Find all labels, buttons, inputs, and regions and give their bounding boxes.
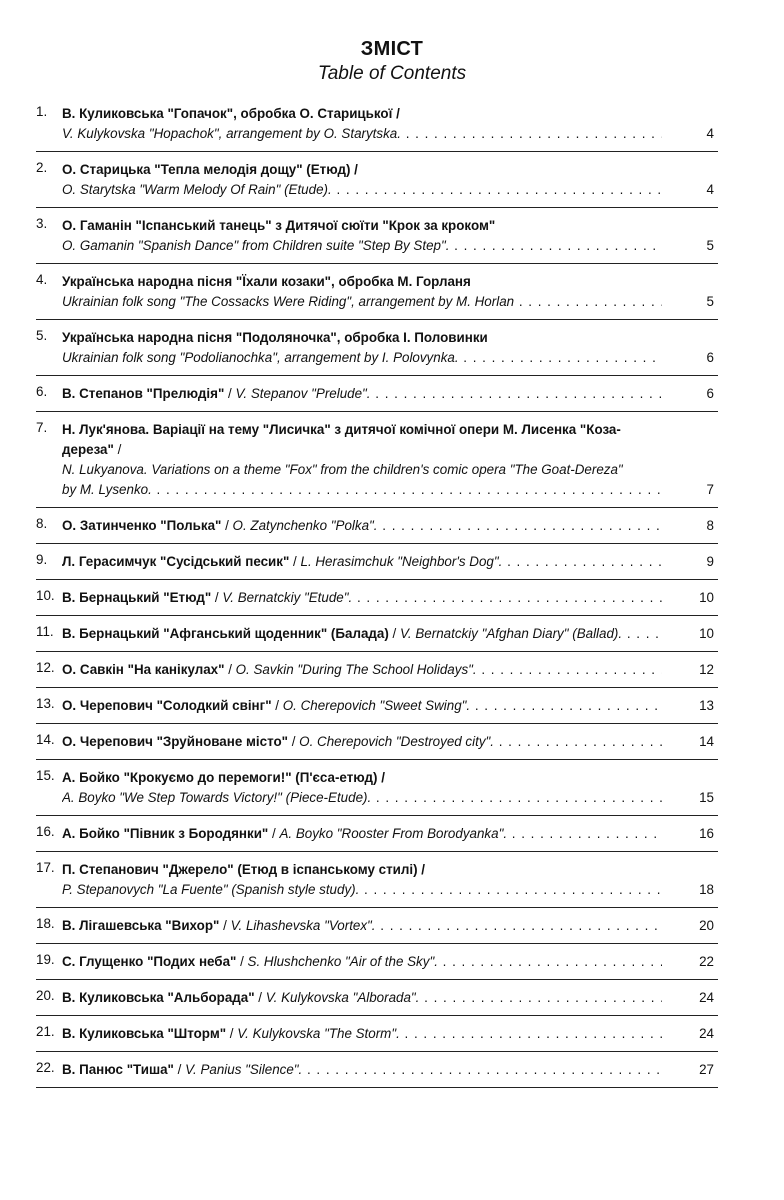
entry-title-ua: А. Бойко "Крокуємо до перемоги!" (П'єса-етюд) /	[62, 770, 385, 785]
entry-title-en: S. Hlushchenko "Air of the Sky".	[247, 954, 438, 969]
entry-title-ua: В. Степанов "Прелюдія"	[62, 386, 225, 401]
entry-title-ua: Українська народна пісня "Їхали козаки", обробка М. Горланя	[62, 274, 471, 289]
entry-number: 2.	[36, 160, 48, 175]
toc-entry	[36, 152, 718, 208]
entry-number: 9.	[36, 552, 48, 567]
entry-number: 5.	[36, 328, 48, 343]
toc-entry	[36, 724, 718, 760]
toc-entry	[36, 376, 718, 412]
entry-separator: /	[221, 518, 233, 533]
entry-page-number: 6	[706, 386, 714, 401]
entry-page-number: 27	[699, 1062, 714, 1077]
toc-entry	[36, 320, 718, 376]
entry-page-number: 24	[699, 1026, 714, 1041]
toc-entry	[36, 652, 718, 688]
entry-number: 15.	[36, 768, 55, 783]
entry-page-number: 16	[699, 826, 714, 841]
entry-page-number: 10	[699, 626, 714, 641]
toc-entry	[36, 96, 718, 152]
entry-separator: /	[224, 386, 236, 401]
toc-entry	[36, 688, 718, 724]
entry-title-ua: В. Куликовська "Шторм"	[62, 1026, 227, 1041]
entry-title-ua: В. Панюс "Тиша"	[62, 1062, 174, 1077]
entry-title-ua: В. Бернацький "Етюд"	[62, 590, 212, 605]
entry-number: 7.	[36, 420, 48, 435]
entry-page-number: 10	[699, 590, 714, 605]
entry-title-en: A. Boyko "Rooster From Borodyanka".	[279, 826, 508, 841]
toc-entry	[36, 1052, 718, 1088]
entry-separator: /	[173, 1062, 186, 1077]
entry-title-en: V. Bernatckiy "Afghan Diary" (Ballad).	[399, 626, 623, 641]
entry-page-number: 12	[699, 662, 714, 677]
entry-page-number: 4	[706, 182, 714, 197]
entry-title-ua: П. Степанович "Джерело" (Етюд в іспанському стилі) /	[62, 862, 425, 877]
entry-page-number: 5	[706, 238, 714, 253]
entry-page-number: 13	[699, 698, 714, 713]
entry-separator: /	[288, 734, 300, 749]
entry-title-ua: Л. Герасимчук "Сусідський песик"	[62, 554, 290, 569]
entry-number: 12.	[36, 660, 55, 675]
entry-separator: /	[254, 990, 266, 1005]
entry-title-ua: О. Гаманін "Іспанський танець" з Дитячої сюїти "Крок за кроком"	[62, 218, 496, 233]
entry-separator: /	[219, 918, 231, 933]
entry-number: 1.	[36, 104, 48, 119]
entry-title-ua: О. Затинченко "Полька"	[62, 518, 222, 533]
entry-title-ua: О. Черепович "Солодкий свінг"	[62, 698, 272, 713]
entry-title-en: Ukrainian folk song "The Cossacks Were Riding", arrangement by M. Horlan	[62, 294, 515, 309]
entry-page-number: 6	[706, 350, 714, 365]
entry-number: 13.	[36, 696, 55, 711]
entry-page-number: 9	[706, 554, 714, 569]
entry-title-en: V. Kulykovska "The Storm".	[237, 1026, 400, 1041]
entry-separator: /	[268, 826, 280, 841]
entry-page-number: 20	[699, 918, 714, 933]
entry-title-en: O. Savkin "During The School Holidays".	[235, 662, 477, 677]
entry-page-number: 22	[699, 954, 714, 969]
entry-title-en: O. Starytska "Warm Melody Of Rain" (Etude).	[62, 182, 332, 197]
toc-entry	[36, 852, 718, 908]
entry-page-number: 15	[699, 790, 714, 805]
entry-page-number: 7	[706, 482, 714, 497]
entry-number: 21.	[36, 1024, 55, 1039]
entry-title-en: O. Gamanin "Spanish Dance" from Children suite "Step By Step".	[62, 238, 450, 253]
entry-title-ua: А. Бойко "Півник з Бородянки"	[62, 826, 269, 841]
entry-separator: /	[226, 1026, 238, 1041]
entry-separator: /	[224, 662, 236, 677]
entry-separator: /	[236, 954, 248, 969]
entry-separator: /	[271, 698, 283, 713]
entry-title-en: V. Lihashevska "Vortex".	[230, 918, 376, 933]
toc-header	[0, 36, 784, 86]
entry-number: 14.	[36, 732, 55, 747]
entry-page-number: 4	[706, 126, 714, 141]
entry-title-ua: В. Куликовська "Альборада"	[62, 990, 255, 1005]
toc-entry	[36, 944, 718, 980]
entry-title-en: O. Cherepovich "Destroyed city".	[299, 734, 494, 749]
toc-entry	[36, 508, 718, 544]
entry-title-ua: О. Старицька "Тепла мелодія дощу" (Етюд) /	[62, 162, 358, 177]
entry-number: 3.	[36, 216, 48, 231]
page-title: ЗМІСТ	[360, 38, 424, 60]
entry-number: 20.	[36, 988, 55, 1003]
toc-entry	[36, 544, 718, 580]
toc-entry	[36, 264, 718, 320]
entry-title-en: V. Stepanov "Prelude".	[235, 386, 371, 401]
entry-number: 17.	[36, 860, 55, 875]
entry-page-number: 24	[699, 990, 714, 1005]
entry-separator: /	[211, 590, 223, 605]
entry-title-en: V. Kulykovska "Alborada".	[265, 990, 420, 1005]
toc-list	[36, 96, 718, 1088]
entry-number: 18.	[36, 916, 55, 931]
entry-page-number: 8	[706, 518, 714, 533]
entry-title-en: Ukrainian folk song "Podolianochka", arrangement by I. Polovynka.	[62, 350, 459, 365]
entry-title-ua: С. Глущенко "Подих неба"	[62, 954, 237, 969]
entry-title-en: V. Bernatckiy "Etude".	[222, 590, 353, 605]
toc-entry	[36, 816, 718, 852]
entry-title-ua: В. Куликовська "Гопачок", обробка О. Старицької /	[62, 106, 400, 121]
entry-number: 10.	[36, 588, 55, 603]
entry-number: 16.	[36, 824, 55, 839]
entry-title-ua: В. Бернацький "Афганський щоденник" (Балада)	[62, 626, 389, 641]
toc-entry	[36, 580, 718, 616]
entry-title-en: O. Cherepovich "Sweet Swing".	[282, 698, 471, 713]
entry-title-ua: Н. Лук'янова. Варіації на тему "Лисичка" з дитячої комічної опери М. Лисенка "Коза-дереза"	[62, 422, 621, 457]
entry-title-en: A. Boyko "We Step Towards Victory!" (Piece-Etude).	[62, 790, 372, 805]
entry-title-en: O. Zatynchenko "Polka".	[232, 518, 378, 533]
entry-number: 6.	[36, 384, 48, 399]
toc-entry	[36, 760, 718, 816]
entry-title-ua: О. Савкін "На канікулах"	[62, 662, 225, 677]
toc-entry	[36, 412, 718, 508]
entry-title-en: P. Stepanovych "La Fuente" (Spanish style study).	[62, 882, 360, 897]
entry-title-en: by M. Lysenko.	[62, 482, 152, 497]
toc-entry	[36, 616, 718, 652]
entry-title-en: L. Herasimchuk "Neighbor's Dog".	[300, 554, 503, 569]
toc-entry	[36, 980, 718, 1016]
toc-entry	[36, 1016, 718, 1052]
toc-entry	[36, 208, 718, 264]
entry-separator: /	[289, 554, 301, 569]
entry-number: 4.	[36, 272, 48, 287]
entry-separator: /	[113, 442, 122, 457]
entry-title-en: V. Panius "Silence".	[185, 1062, 303, 1077]
entry-title-ua: О. Черепович "Зруйноване місто"	[62, 734, 288, 749]
entry-number: 8.	[36, 516, 48, 531]
entry-page-number: 14	[699, 734, 714, 749]
entry-title-ua: В. Лігашевська "Вихор"	[62, 918, 220, 933]
entry-separator: /	[388, 626, 400, 641]
entry-number: 11.	[36, 624, 54, 639]
entry-page-number: 18	[699, 882, 714, 897]
entry-title-en: V. Kulykovska "Hopachok", arrangement by O. Starytska.	[62, 126, 401, 141]
toc-entry	[36, 908, 718, 944]
entry-title-en-block: N. Lukyanova. Variations on a theme "Fox" from the children's comic opera "The Goat-Dereza"	[62, 462, 623, 477]
page-subtitle: Table of Contents	[317, 63, 467, 84]
entry-number: 19.	[36, 952, 55, 967]
entry-page-number: 5	[706, 294, 714, 309]
entry-title-ua: Українська народна пісня "Подоляночка", обробка І. Половинки	[62, 330, 488, 345]
entry-number: 22.	[36, 1060, 55, 1075]
